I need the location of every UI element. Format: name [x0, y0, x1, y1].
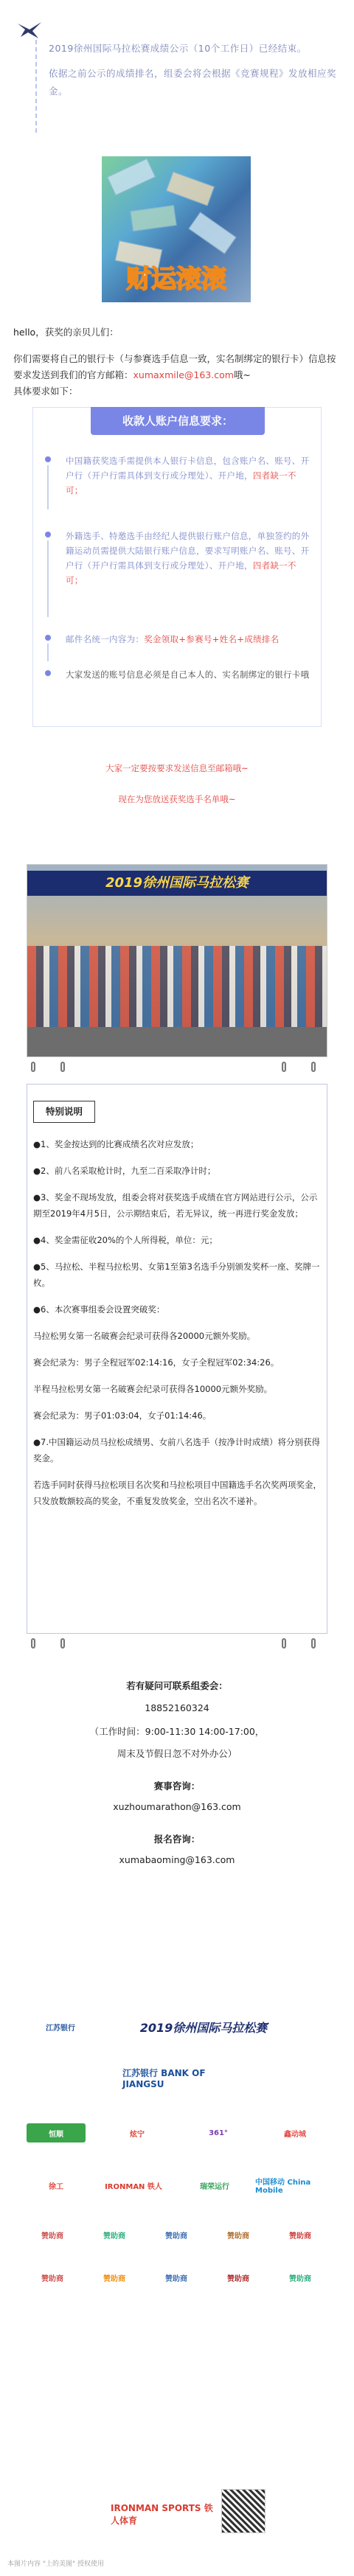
office-hours-note: 周末及节假日忽不对外办公）: [117, 1748, 237, 1759]
requirement-item: [45, 529, 310, 620]
qr-code-icon: [221, 2489, 266, 2533]
event-inquiry-label: 赛事咨询：: [153, 1780, 201, 1792]
sponsor-logo: 炫宁: [130, 2130, 145, 2139]
requirement-text: 中国籍获奖选手需提供本人银行卡信息，包含账户名、账号、开户行（开户行需具体到支行或分理处）、开户地，: [66, 456, 310, 481]
binder-rings: [16, 1062, 338, 1071]
banknote: [166, 172, 215, 206]
sponsor-logo: 徐工: [49, 2182, 63, 2191]
bullet-dot: [45, 532, 51, 537]
signup-inquiry-email[interactable]: xumabaoming@163.com: [119, 1854, 235, 1865]
swallow-icon: [16, 19, 43, 41]
banknote: [188, 212, 236, 254]
bullet-dot: [45, 670, 51, 676]
bullet-line: [47, 540, 49, 617]
organizer-logo-strip: [0, 2485, 354, 2544]
official-email-link[interactable]: xumaxmile@163.com: [133, 369, 234, 380]
sponsor-logo: 赞助商: [165, 2274, 187, 2283]
marathon-photo: [27, 864, 327, 1057]
rule-item: 半程马拉松男女第一名破赛会纪录可获得各10000元额外奖励。: [33, 1384, 273, 1394]
sponsor-logo: 鑫动城: [284, 2130, 306, 2139]
contact-section: [0, 1678, 354, 1884]
notice-section: [13, 6, 341, 140]
rule-item: 马拉松男女第一名破赛会纪录可获得各20000元额外奖励。: [33, 1331, 256, 1341]
event-logo: 2019徐州国际马拉松赛: [139, 2020, 268, 2035]
rule-item: ●4、奖金需征收20%的个人所得税，单位：元；: [33, 1235, 218, 1245]
requirement-emphasis: 四者缺一不可；: [66, 560, 296, 585]
rule-item: 若选手同时获得马拉松项目名次奖和马拉松项目中国籍选手名次奖两项奖金，只发放数额较高的奖金，不重复发放奖金，空出名次不递补。: [33, 1480, 322, 1506]
sponsor-logo: 赞助商: [41, 2274, 63, 2283]
requirement-emphasis: 四者缺一不可；: [66, 470, 296, 495]
sponsor-logo: 361°: [209, 2128, 228, 2137]
rule-item: ●3、奖金不现场发放，组委会将对获奖选手成绩在官方网站进行公示，公示期至2019年4月5日，公示期结束后，若无异议，统一再进行奖金发放；: [33, 1192, 318, 1219]
notice-text-1: 2019徐州国际马拉松赛成绩公示（10个工作日）已经结束。: [49, 43, 307, 54]
binder-rings-bottom: [16, 1638, 338, 1647]
requirement-text: 外籍选手、特邀选手由经纪人提供银行账户信息，单独签约的外籍运动员需提供大陆银行账户信息，要求写明账户名、账号、开户行（开户行需具体到支行或分理处）、开户地，: [66, 531, 310, 571]
sponsor-logo: 赞助商: [227, 2274, 249, 2283]
race-banner: 2019徐州国际马拉松赛: [27, 871, 327, 896]
sponsor-logo: 赞助商: [227, 2232, 249, 2241]
money-caption: 财运滚滚: [126, 265, 226, 294]
bullet-dot: [45, 456, 51, 462]
office-hours: （工作时间：9:00-11:30 14:00-17:00，: [89, 1726, 265, 1737]
ironman-sports-logo: IRONMAN SPORTS 铁人体育: [111, 2503, 213, 2526]
notice-card: [35, 40, 341, 133]
special-notes-tab: 特别说明: [33, 1101, 95, 1123]
intro-paragraph: [13, 351, 344, 400]
sponsor-logo: 赞助商: [103, 2232, 125, 2241]
rule-item: ●7.中国籍运动员马拉松成绩男、女前八名选手（按净计时成绩）将分别获得奖金。: [33, 1437, 321, 1463]
intro-line: 你们需要将自己的银行卡（与参赛选手信息一致，实名制绑定的银行卡）信息按要求发送到我们的官方邮箱：: [13, 353, 336, 380]
rule-item: 赛会纪录为：男子全程冠军02:14:16，女子全程冠军02:34:26。: [33, 1357, 280, 1368]
sponsor-logo: 恒顺: [27, 2123, 86, 2142]
sponsors-section: [27, 2017, 327, 2474]
sponsor-logo: 赞助商: [289, 2232, 311, 2241]
sponsor-logo: 赞助商: [289, 2274, 311, 2283]
notice-text-2: 依据之前公示的成绩排名，组委会将会根据《竞赛规程》发放相应奖金。: [49, 68, 337, 97]
money-image: [102, 156, 251, 302]
rule-item: ●2、前八名采取枪计时，九至二百采取净计时；: [33, 1166, 216, 1176]
red-note-winners: 现在为您放送获奖选手名单哦~: [118, 794, 236, 804]
bullet-line: [47, 465, 49, 509]
bullet-line: [47, 644, 49, 661]
requirement-item: [45, 453, 310, 512]
requirement-item: [45, 667, 310, 704]
signup-inquiry-label: 报名咨询：: [153, 1834, 201, 1845]
requirement-emphasis: 奖金领取+参赛号+姓名+成绩排名: [144, 634, 280, 644]
bullet-dot: [45, 635, 51, 641]
banknote: [130, 205, 176, 232]
account-requirements-box: [32, 407, 322, 727]
requirement-item: [45, 632, 310, 664]
rules-list: [27, 1136, 328, 1520]
title-sponsor-logo: 江苏银行 BANK OF JIANGSU: [122, 2067, 206, 2089]
requirements-title: 收款人账户信息要求：: [91, 407, 265, 435]
sponsor-logo: 赞助商: [41, 2232, 63, 2241]
sponsor-logo: 江苏银行: [46, 2024, 75, 2033]
requirements-lead: 具体要求如下：: [13, 386, 78, 397]
road: [27, 1027, 327, 1056]
intro-text: [13, 324, 344, 410]
sponsor-logo: 赞助商: [165, 2232, 187, 2241]
sponsor-logo: IRONMAN 铁人: [105, 2182, 162, 2191]
contact-title: 若有疑问可联系组委会：: [126, 1680, 228, 1691]
image-credit: 本图片内容 "上的美图" 授权使用: [7, 2561, 105, 2568]
rule-item: ●1、奖金按达到的比赛成绩名次对应发放；: [33, 1139, 199, 1149]
intro-line-end: 哦~: [233, 369, 251, 380]
rule-item: 赛会纪录为：男子01:03:04，女子01:14:46。: [33, 1410, 212, 1421]
rule-item: ●5、马拉松、半程马拉松男、女第1至第3名选手分别颁发奖杯一座、奖牌一枚。: [33, 1261, 320, 1288]
greeting: hello，获奖的亲贝儿们：: [13, 327, 119, 338]
sponsor-logo: 赞助商: [103, 2274, 125, 2283]
rule-item: ●6、本次赛事组委会设置突破奖：: [33, 1304, 165, 1315]
special-notes-panel: [27, 1084, 327, 1634]
contact-phone[interactable]: 18852160324: [145, 1702, 209, 1713]
red-note-email: 大家一定要按要求发送信息至邮箱哦~: [105, 763, 249, 773]
requirement-text: 邮件名统一内容为：: [66, 634, 145, 644]
sponsor-logo: 中国移动 China Mobile: [255, 2179, 311, 2195]
sponsor-logo: 瑞荣运行: [200, 2182, 229, 2191]
event-inquiry-email[interactable]: xuzhoumarathon@163.com: [113, 1801, 241, 1812]
banknote: [107, 159, 156, 196]
requirement-text: 大家发送的账号信息必须是自己本人的、实名制绑定的银行卡哦: [66, 669, 310, 680]
